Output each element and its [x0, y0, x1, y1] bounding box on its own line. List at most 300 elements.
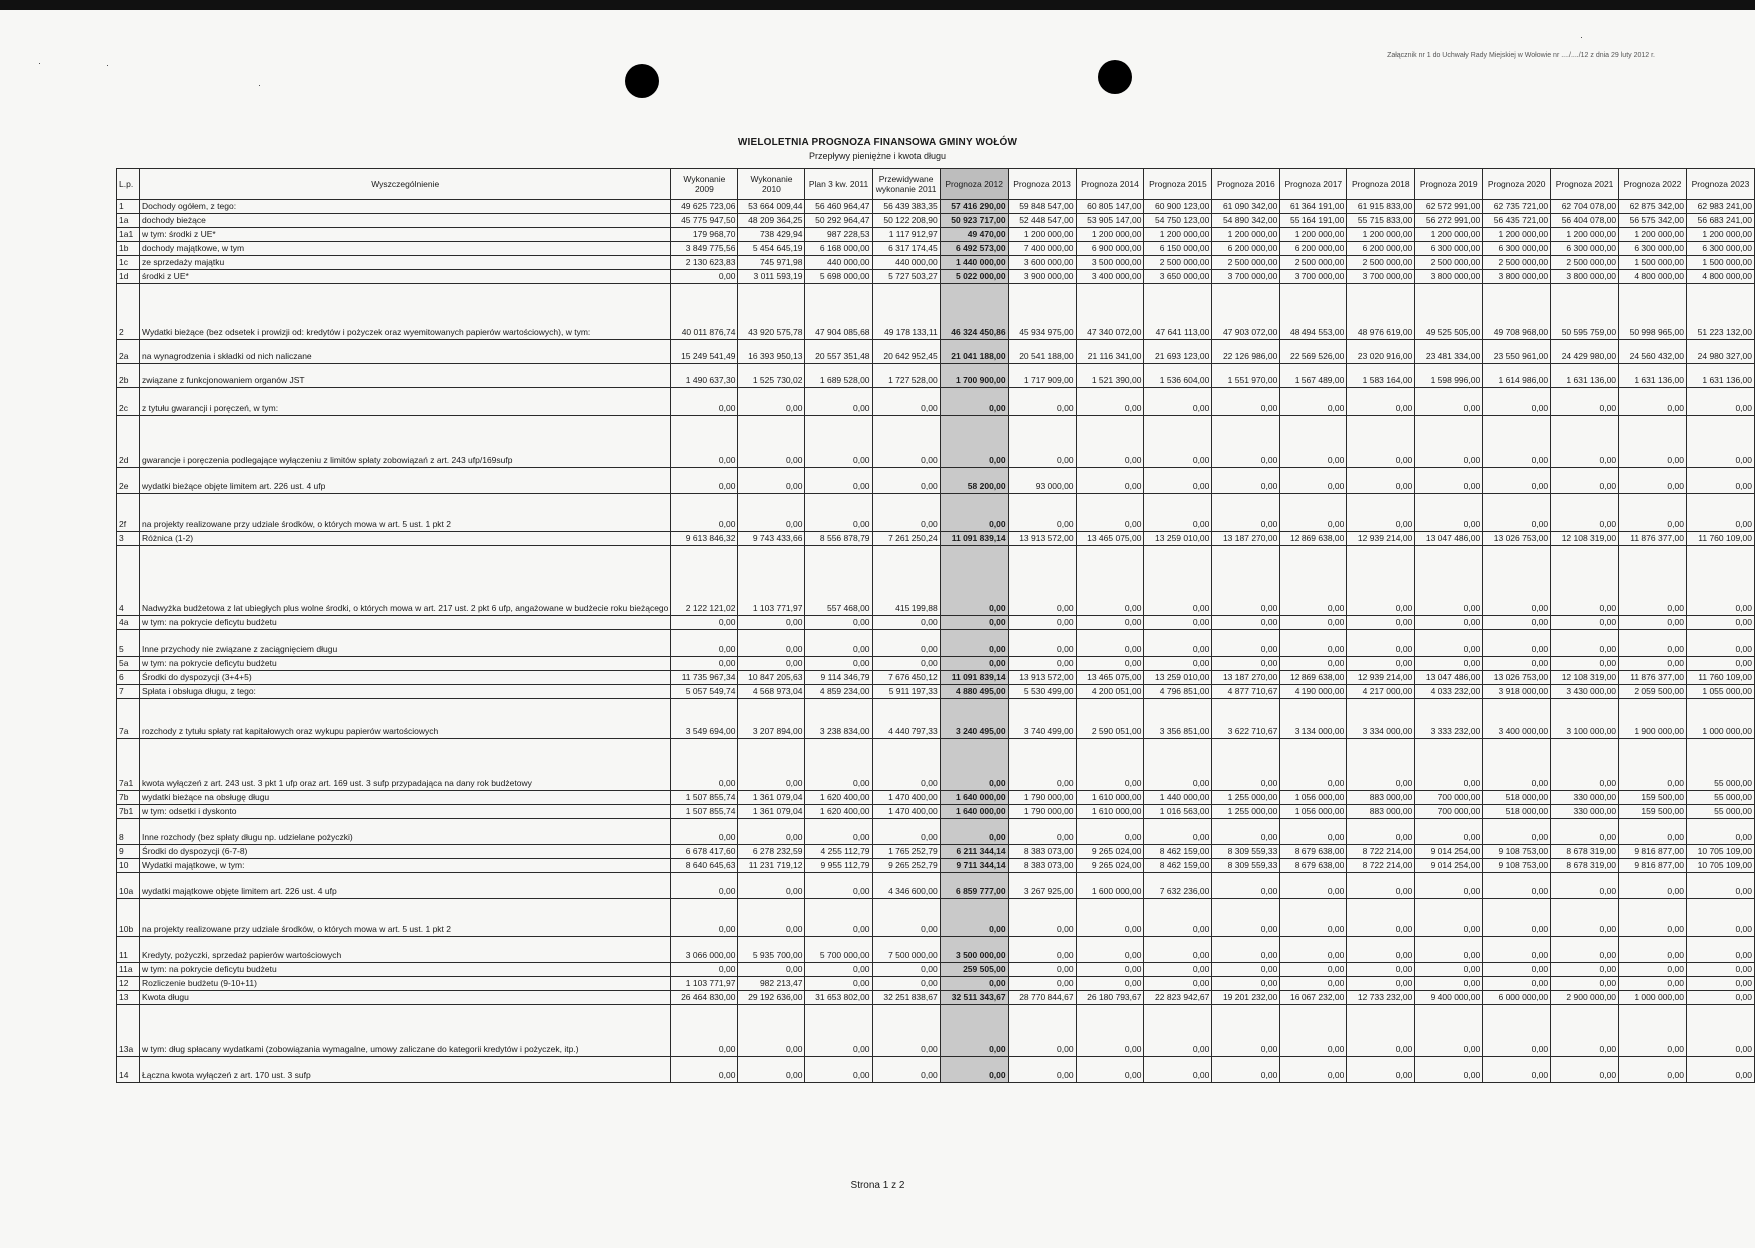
value-cell: 3 622 710,67 [1212, 699, 1280, 739]
value-cell: 0,00 [1144, 546, 1212, 616]
value-cell: 54 750 123,00 [1144, 214, 1212, 228]
value-cell: 8 678 319,00 [1551, 859, 1619, 873]
table-row [117, 532, 1755, 546]
value-cell: 0,00 [1008, 657, 1076, 671]
table-row [117, 284, 1755, 340]
value-cell: 3 500 000,00 [1076, 256, 1144, 270]
value-cell: 8 722 214,00 [1347, 845, 1415, 859]
value-cell: 0,00 [805, 739, 872, 791]
row-description: w tym: dług spłacany wydatkami (zobowiązania wymagalne, umowy zaliczane do kategorii kredytów i pożyczek, itp.) [140, 1005, 671, 1057]
value-cell: 0,00 [1212, 546, 1280, 616]
value-cell: 0,00 [1483, 873, 1551, 899]
value-cell: 0,00 [1415, 873, 1483, 899]
table-row [117, 977, 1755, 991]
value-cell: 1 620 400,00 [805, 805, 872, 819]
value-cell: 0,00 [940, 1057, 1008, 1083]
value-cell: 0,00 [1144, 937, 1212, 963]
row-description: Środki do dyspozycji (6-7-8) [140, 845, 671, 859]
value-cell: 0,00 [1347, 963, 1415, 977]
value-cell: 55 164 191,00 [1280, 214, 1347, 228]
value-cell: 7 261 250,24 [872, 532, 940, 546]
row-number: 7a [117, 699, 140, 739]
value-cell: 1 056 000,00 [1280, 805, 1347, 819]
value-cell: 2 122 121,02 [671, 546, 738, 616]
row-number: 11a [117, 963, 140, 977]
value-cell: 2 500 000,00 [1280, 256, 1347, 270]
value-cell: 1 631 136,00 [1619, 364, 1687, 388]
value-cell: 1 765 252,79 [872, 845, 940, 859]
value-cell: 0,00 [1551, 1005, 1619, 1057]
table-row [117, 899, 1755, 937]
value-cell: 2 059 500,00 [1619, 685, 1687, 699]
value-cell: 1 103 771,97 [671, 977, 738, 991]
value-cell: 0,00 [940, 657, 1008, 671]
value-cell: 0,00 [1619, 977, 1687, 991]
value-cell: 0,00 [1686, 1005, 1754, 1057]
row-description: Rozliczenie budżetu (9-10+11) [140, 977, 671, 991]
value-cell: 1 640 000,00 [940, 805, 1008, 819]
row-number: 6 [117, 671, 140, 685]
value-cell: 4 346 600,00 [872, 873, 940, 899]
value-cell: 6 200 000,00 [1212, 242, 1280, 256]
value-cell: 1 200 000,00 [1144, 228, 1212, 242]
value-cell: 0,00 [805, 416, 872, 468]
value-cell: 0,00 [671, 630, 738, 657]
value-cell: 1 521 390,00 [1076, 364, 1144, 388]
value-cell: 0,00 [1076, 416, 1144, 468]
value-cell: 1 631 136,00 [1686, 364, 1754, 388]
value-cell: 3 430 000,00 [1551, 685, 1619, 699]
value-cell: 0,00 [1347, 739, 1415, 791]
row-number: 11 [117, 937, 140, 963]
row-description: w tym: odsetki i dyskonto [140, 805, 671, 819]
value-cell: 6 168 000,00 [805, 242, 872, 256]
value-cell: 0,00 [1280, 1005, 1347, 1057]
value-cell: 518 000,00 [1483, 805, 1551, 819]
value-cell: 6 678 417,60 [671, 845, 738, 859]
value-cell: 0,00 [1415, 468, 1483, 494]
value-cell: 0,00 [1008, 546, 1076, 616]
value-cell: 6 278 232,59 [738, 845, 805, 859]
value-cell: 0,00 [1076, 494, 1144, 532]
value-cell: 8 722 214,00 [1347, 859, 1415, 873]
row-description: z tytułu gwarancji i poręczeń, w tym: [140, 388, 671, 416]
column-header: Prognoza 2014 [1076, 169, 1144, 200]
row-number: 3 [117, 532, 140, 546]
value-cell: 259 505,00 [940, 963, 1008, 977]
value-cell: 0,00 [1551, 1057, 1619, 1083]
value-cell: 0,00 [671, 270, 738, 284]
value-cell: 700 000,00 [1415, 791, 1483, 805]
value-cell: 883 000,00 [1347, 805, 1415, 819]
table-row [117, 819, 1755, 845]
row-number: 2f [117, 494, 140, 532]
value-cell: 2 500 000,00 [1415, 256, 1483, 270]
value-cell: 3 900 000,00 [1008, 270, 1076, 284]
value-cell: 0,00 [1008, 899, 1076, 937]
value-cell: 9 613 846,32 [671, 532, 738, 546]
value-cell: 883 000,00 [1347, 791, 1415, 805]
value-cell: 0,00 [671, 819, 738, 845]
value-cell: 0,00 [1144, 468, 1212, 494]
value-cell: 3 740 499,00 [1008, 699, 1076, 739]
value-cell: 13 465 075,00 [1076, 532, 1144, 546]
value-cell: 0,00 [1144, 1005, 1212, 1057]
value-cell: 0,00 [1686, 657, 1754, 671]
value-cell: 3 240 495,00 [940, 699, 1008, 739]
value-cell: 56 439 383,35 [872, 200, 940, 214]
row-number: 7b [117, 791, 140, 805]
value-cell: 62 735 721,00 [1483, 200, 1551, 214]
row-number: 5 [117, 630, 140, 657]
value-cell: 0,00 [1619, 819, 1687, 845]
value-cell: 13 465 075,00 [1076, 671, 1144, 685]
value-cell: 0,00 [671, 1057, 738, 1083]
value-cell: 0,00 [805, 630, 872, 657]
value-cell: 0,00 [940, 494, 1008, 532]
value-cell: 0,00 [1483, 494, 1551, 532]
value-cell: 0,00 [1212, 937, 1280, 963]
value-cell: 0,00 [805, 977, 872, 991]
value-cell: 0,00 [1619, 963, 1687, 977]
table-row [117, 228, 1755, 242]
value-cell: 0,00 [805, 899, 872, 937]
row-number: 2e [117, 468, 140, 494]
value-cell: 57 416 290,00 [940, 200, 1008, 214]
value-cell: 59 848 547,00 [1008, 200, 1076, 214]
value-cell: 0,00 [1415, 1057, 1483, 1083]
value-cell: 0,00 [1686, 937, 1754, 963]
value-cell: 0,00 [1144, 388, 1212, 416]
value-cell: 56 272 991,00 [1415, 214, 1483, 228]
value-cell: 56 404 078,00 [1551, 214, 1619, 228]
value-cell: 9 400 000,00 [1415, 991, 1483, 1005]
value-cell: 1 900 000,00 [1619, 699, 1687, 739]
value-cell: 0,00 [1280, 739, 1347, 791]
value-cell: 23 550 961,00 [1483, 340, 1551, 364]
value-cell: 0,00 [1347, 657, 1415, 671]
row-description: w tym: na pokrycie deficytu budżetu [140, 616, 671, 630]
value-cell: 6 300 000,00 [1415, 242, 1483, 256]
value-cell: 55 000,00 [1686, 739, 1754, 791]
value-cell: 62 875 342,00 [1619, 200, 1687, 214]
value-cell: 0,00 [738, 739, 805, 791]
value-cell: 8 679 638,00 [1280, 845, 1347, 859]
row-description: w tym: na pokrycie deficytu budżetu [140, 657, 671, 671]
value-cell: 6 859 777,00 [940, 873, 1008, 899]
value-cell: 3 918 000,00 [1483, 685, 1551, 699]
value-cell: 9 816 877,00 [1619, 859, 1687, 873]
row-number: 1 [117, 200, 140, 214]
value-cell: 24 560 432,00 [1619, 340, 1687, 364]
value-cell: 0,00 [1551, 937, 1619, 963]
value-cell: 47 904 085,68 [805, 284, 872, 340]
value-cell: 0,00 [872, 630, 940, 657]
value-cell: 3 600 000,00 [1008, 256, 1076, 270]
value-cell: 0,00 [1415, 937, 1483, 963]
value-cell: 10 705 109,00 [1686, 845, 1754, 859]
value-cell: 0,00 [1347, 1005, 1415, 1057]
value-cell: 21 693 123,00 [1144, 340, 1212, 364]
table-row [117, 242, 1755, 256]
value-cell: 179 968,70 [671, 228, 738, 242]
row-number: 2d [117, 416, 140, 468]
value-cell: 3 134 000,00 [1280, 699, 1347, 739]
column-header: Wykonanie 2009 [671, 169, 738, 200]
value-cell: 0,00 [1415, 657, 1483, 671]
row-description: Nadwyżka budżetowa z lat ubiegłych plus wolne środki, o których mowa w art. 217 ust. 2 pkt 6 ufp, angażowane w budżecie roku bieżącego [140, 546, 671, 616]
value-cell: 4 190 000,00 [1280, 685, 1347, 699]
value-cell: 0,00 [1415, 388, 1483, 416]
value-cell: 0,00 [1212, 739, 1280, 791]
value-cell: 50 923 717,00 [940, 214, 1008, 228]
value-cell: 8 556 878,79 [805, 532, 872, 546]
value-cell: 13 026 753,00 [1483, 532, 1551, 546]
value-cell: 11 091 839,14 [940, 671, 1008, 685]
table-row [117, 214, 1755, 228]
value-cell: 0,00 [1483, 1005, 1551, 1057]
row-number: 2b [117, 364, 140, 388]
value-cell: 3 700 000,00 [1212, 270, 1280, 284]
table-row [117, 1005, 1755, 1057]
row-description: środki z UE* [140, 270, 671, 284]
value-cell: 1 117 912,97 [872, 228, 940, 242]
value-cell: 0,00 [1347, 1057, 1415, 1083]
table-row [117, 416, 1755, 468]
row-description: Spłata i obsługa długu, z tego: [140, 685, 671, 699]
value-cell: 6 150 000,00 [1144, 242, 1212, 256]
column-header: Wykonanie 2010 [738, 169, 805, 200]
value-cell: 53 664 009,44 [738, 200, 805, 214]
value-cell: 9 114 346,79 [805, 671, 872, 685]
value-cell: 1 200 000,00 [1347, 228, 1415, 242]
value-cell: 0,00 [1619, 468, 1687, 494]
value-cell: 60 900 123,00 [1144, 200, 1212, 214]
value-cell: 0,00 [1551, 388, 1619, 416]
value-cell: 3 100 000,00 [1551, 699, 1619, 739]
value-cell: 0,00 [805, 963, 872, 977]
value-cell: 518 000,00 [1483, 791, 1551, 805]
value-cell: 0,00 [872, 468, 940, 494]
row-description: Wydatki majątkowe, w tym: [140, 859, 671, 873]
value-cell: 49 178 133,11 [872, 284, 940, 340]
value-cell: 32 251 838,67 [872, 991, 940, 1005]
value-cell: 1 470 400,00 [872, 805, 940, 819]
value-cell: 0,00 [872, 963, 940, 977]
value-cell: 0,00 [1144, 1057, 1212, 1083]
value-cell: 32 511 343,67 [940, 991, 1008, 1005]
value-cell: 1 200 000,00 [1008, 228, 1076, 242]
value-cell: 0,00 [1347, 468, 1415, 494]
value-cell: 12 939 214,00 [1347, 532, 1415, 546]
value-cell: 11 091 839,14 [940, 532, 1008, 546]
table-row [117, 364, 1755, 388]
value-cell: 0,00 [1076, 937, 1144, 963]
value-cell: 5 911 197,33 [872, 685, 940, 699]
value-cell: 0,00 [1551, 977, 1619, 991]
value-cell: 62 983 241,00 [1686, 200, 1754, 214]
value-cell: 1 200 000,00 [1686, 228, 1754, 242]
value-cell: 56 435 721,00 [1483, 214, 1551, 228]
row-description: gwarancje i poręczenia podlegające wyłączeniu z limitów spłaty zobowiązań z art. 243 ufp/169sufp [140, 416, 671, 468]
value-cell: 0,00 [1686, 899, 1754, 937]
value-cell: 0,00 [1686, 494, 1754, 532]
value-cell: 0,00 [1076, 546, 1144, 616]
value-cell: 159 500,00 [1619, 805, 1687, 819]
row-number: 1a1 [117, 228, 140, 242]
value-cell: 0,00 [1415, 494, 1483, 532]
value-cell: 9 265 024,00 [1076, 859, 1144, 873]
value-cell: 1 255 000,00 [1212, 791, 1280, 805]
value-cell: 1 440 000,00 [940, 256, 1008, 270]
value-cell: 0,00 [1008, 977, 1076, 991]
value-cell: 6 900 000,00 [1076, 242, 1144, 256]
value-cell: 54 890 342,00 [1212, 214, 1280, 228]
value-cell: 0,00 [738, 963, 805, 977]
value-cell: 0,00 [1008, 819, 1076, 845]
row-number: 8 [117, 819, 140, 845]
value-cell: 3 011 593,19 [738, 270, 805, 284]
value-cell: 0,00 [1686, 616, 1754, 630]
value-cell: 49 708 968,00 [1483, 284, 1551, 340]
value-cell: 40 011 876,74 [671, 284, 738, 340]
value-cell: 55 715 833,00 [1347, 214, 1415, 228]
value-cell: 0,00 [1008, 1005, 1076, 1057]
row-number: 7a1 [117, 739, 140, 791]
value-cell: 6 211 344,14 [940, 845, 1008, 859]
value-cell: 0,00 [1619, 546, 1687, 616]
value-cell: 0,00 [1212, 873, 1280, 899]
scan-speck: · [1580, 32, 1583, 42]
table-row [117, 671, 1755, 685]
scan-speck: · [106, 60, 109, 70]
value-cell: 0,00 [1212, 899, 1280, 937]
value-cell: 0,00 [671, 494, 738, 532]
table-row [117, 1057, 1755, 1083]
value-cell: 31 653 802,00 [805, 991, 872, 1005]
value-cell: 47 903 072,00 [1212, 284, 1280, 340]
value-cell: 3 500 000,00 [940, 937, 1008, 963]
value-cell: 0,00 [805, 616, 872, 630]
value-cell: 47 641 113,00 [1144, 284, 1212, 340]
value-cell: 55 000,00 [1686, 805, 1754, 819]
value-cell: 0,00 [1280, 546, 1347, 616]
value-cell: 8 640 645,63 [671, 859, 738, 873]
value-cell: 0,00 [1347, 616, 1415, 630]
value-cell: 1 200 000,00 [1212, 228, 1280, 242]
value-cell: 0,00 [738, 899, 805, 937]
value-cell: 0,00 [872, 1005, 940, 1057]
value-cell: 0,00 [1212, 616, 1280, 630]
value-cell: 6 300 000,00 [1619, 242, 1687, 256]
value-cell: 29 192 636,00 [738, 991, 805, 1005]
table-row [117, 963, 1755, 977]
value-cell: 5 935 700,00 [738, 937, 805, 963]
value-cell: 0,00 [671, 1005, 738, 1057]
value-cell: 1 790 000,00 [1008, 805, 1076, 819]
value-cell: 1 614 986,00 [1483, 364, 1551, 388]
value-cell: 0,00 [1415, 739, 1483, 791]
row-description: ze sprzedaży majątku [140, 256, 671, 270]
row-description: rozchody z tytułu spłaty rat kapitałowych oraz wykupu papierów wartościowych [140, 699, 671, 739]
value-cell: 21 116 341,00 [1076, 340, 1144, 364]
value-cell: 0,00 [1280, 416, 1347, 468]
value-cell: 0,00 [1415, 819, 1483, 845]
value-cell: 1 440 000,00 [1144, 791, 1212, 805]
table-row [117, 546, 1755, 616]
value-cell: 0,00 [940, 819, 1008, 845]
value-cell: 0,00 [1144, 494, 1212, 532]
value-cell: 4 800 000,00 [1619, 270, 1687, 284]
table-row [117, 805, 1755, 819]
value-cell: 0,00 [1212, 1057, 1280, 1083]
value-cell: 0,00 [1076, 977, 1144, 991]
value-cell: 0,00 [1008, 416, 1076, 468]
value-cell: 1 200 000,00 [1551, 228, 1619, 242]
value-cell: 1 200 000,00 [1619, 228, 1687, 242]
value-cell: 8 678 319,00 [1551, 845, 1619, 859]
value-cell: 9 014 254,00 [1415, 845, 1483, 859]
annex-note: Załącznik nr 1 do Uchwały Rady Miejskiej w Wołowie nr ..../..../12 z dnia 29 luty 2012 r. [1387, 52, 1655, 59]
table-row [117, 657, 1755, 671]
value-cell: 0,00 [738, 657, 805, 671]
value-cell: 0,00 [1483, 963, 1551, 977]
value-cell: 0,00 [1076, 468, 1144, 494]
value-cell: 0,00 [1144, 819, 1212, 845]
table-row [117, 699, 1755, 739]
value-cell: 9 265 252,79 [872, 859, 940, 873]
value-cell: 1 056 000,00 [1280, 791, 1347, 805]
value-cell: 6 300 000,00 [1686, 242, 1754, 256]
value-cell: 12 939 214,00 [1347, 671, 1415, 685]
value-cell: 0,00 [805, 468, 872, 494]
value-cell: 13 259 010,00 [1144, 671, 1212, 685]
value-cell: 0,00 [940, 977, 1008, 991]
value-cell: 0,00 [1551, 546, 1619, 616]
value-cell: 1 103 771,97 [738, 546, 805, 616]
value-cell: 0,00 [940, 546, 1008, 616]
value-cell: 0,00 [1280, 819, 1347, 845]
value-cell: 0,00 [671, 416, 738, 468]
value-cell: 50 292 964,47 [805, 214, 872, 228]
value-cell: 0,00 [872, 739, 940, 791]
value-cell: 0,00 [1619, 873, 1687, 899]
value-cell: 26 464 830,00 [671, 991, 738, 1005]
row-description: kwota wyłączeń z art. 243 ust. 3 pkt 1 ufp oraz art. 169 ust. 3 sufp przypadająca na dany rok budżetowy [140, 739, 671, 791]
value-cell: 0,00 [1415, 977, 1483, 991]
value-cell: 0,00 [1280, 937, 1347, 963]
value-cell: 5 057 549,74 [671, 685, 738, 699]
value-cell: 4 440 797,33 [872, 699, 940, 739]
row-description: wydatki bieżące objęte limitem art. 226 ust. 4 ufp [140, 468, 671, 494]
value-cell: 0,00 [1686, 630, 1754, 657]
value-cell: 28 770 844,67 [1008, 991, 1076, 1005]
value-cell: 0,00 [872, 657, 940, 671]
value-cell: 0,00 [1008, 388, 1076, 416]
row-description: Inne przychody nie związane z zaciągnięciem długu [140, 630, 671, 657]
value-cell: 159 500,00 [1619, 791, 1687, 805]
table-row [117, 991, 1755, 1005]
value-cell: 3 238 834,00 [805, 699, 872, 739]
value-cell: 0,00 [1619, 494, 1687, 532]
value-cell: 0,00 [1483, 819, 1551, 845]
value-cell: 0,00 [1212, 468, 1280, 494]
value-cell: 0,00 [1483, 739, 1551, 791]
value-cell: 0,00 [1144, 657, 1212, 671]
value-cell: 43 920 575,78 [738, 284, 805, 340]
value-cell: 46 324 450,86 [940, 284, 1008, 340]
value-cell: 23 020 916,00 [1347, 340, 1415, 364]
